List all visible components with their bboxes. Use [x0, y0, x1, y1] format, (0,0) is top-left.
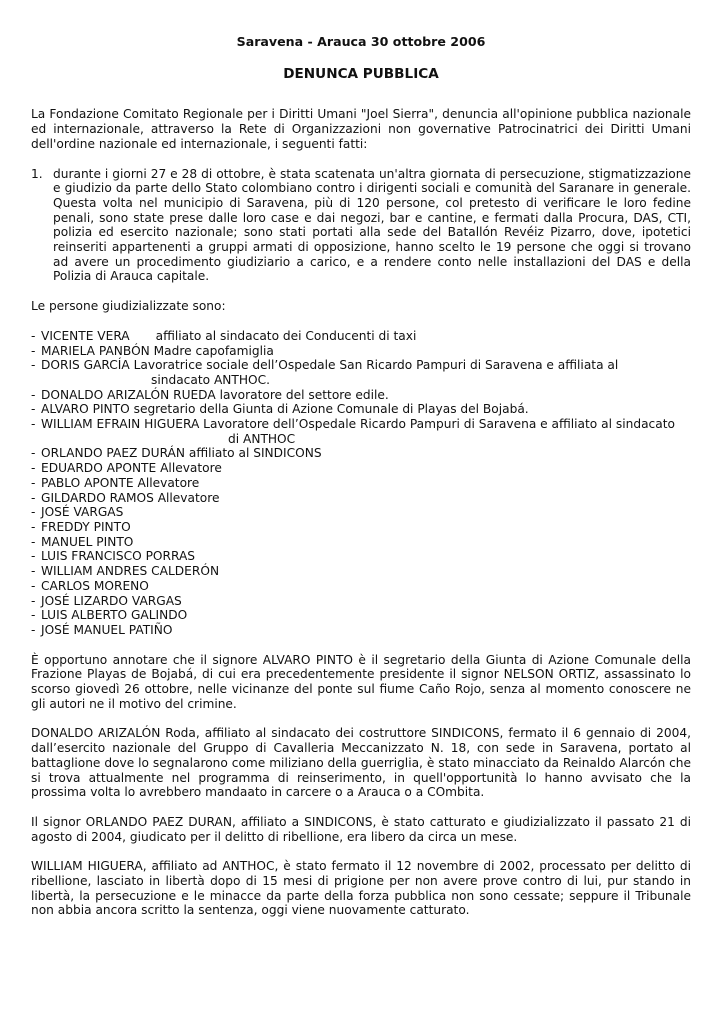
- list-dash: -: [31, 549, 36, 564]
- person-text: [41, 535, 691, 550]
- list-dash: -: [31, 519, 36, 534]
- person-name: LUIS FRANCISCO PORRAS: [41, 549, 196, 564]
- list-dash: -: [31, 534, 36, 549]
- person-name: CARLOS MORENO: [41, 578, 149, 593]
- person-text: [41, 623, 691, 638]
- person-text: [41, 461, 691, 476]
- person-item: [31, 476, 691, 491]
- person-item: [31, 402, 691, 417]
- person-description: lavoratore del settore edile.: [219, 387, 389, 402]
- person-item: [31, 461, 691, 476]
- fact-number: 1.: [31, 166, 43, 181]
- person-description: affiliato al SINDICONS: [188, 446, 322, 461]
- person-name: DONALDO ARIZALÓN RUEDA: [41, 387, 216, 402]
- person-text: [41, 549, 691, 564]
- person-name: EDUARDO APONTE: [41, 461, 157, 476]
- list-dash: -: [31, 622, 36, 637]
- list-dash: -: [31, 417, 36, 432]
- intro-paragraph: La Fondazione Comitato Regionale per i Diritti Umani "Joel Sierra", denuncia all'opinione pubblica nazionale ed internazionale, attraverso la Rete di Organizzazioni non governative Patrocinatrici dei Diritti Umani dell'ordine nazionale ed internazionale, i seguenti fatti:: [31, 107, 691, 151]
- person-description: Madre capofamiglia: [153, 343, 274, 358]
- person-name: JOSÉ VARGAS: [41, 505, 124, 520]
- person-name: MARIELA PANBÓN: [41, 343, 150, 358]
- person-name: JOSÉ MANUEL PATIÑO: [41, 622, 173, 637]
- person-name: DORIS GARCÍA: [41, 358, 130, 373]
- body-paragraph: Il signor ORLANDO PAEZ DURAN, affiliato a SINDICONS, è stato catturato e giudizializzato il passato 21 di agosto di 2004, giudicato per il delitto di ribellione, era libero da circa un mese.: [31, 814, 691, 844]
- list-dash: -: [31, 505, 36, 520]
- person-text: [41, 344, 691, 359]
- person-text: [41, 358, 691, 387]
- list-dash: -: [31, 402, 36, 417]
- list-dash: -: [31, 358, 36, 373]
- body-paragraph: DONALDO ARIZALÓN Roda, affiliato al sindacato dei costruttore SINDICONS, fermato il 6 gennaio di 2004, dall’esercito nazionale del Gruppo di Cavalleria Meccanizzato N. 18, con sede in Saravena, portato al battaglione dove lo segnalarono come miliziano della guerriglia, è stato minacciato da Reinaldo Alarcón che si trova attualmente nel programma di reinserimento, in quell'opportunità lo hanno avvisato che la prossima volta lo avrebbero mandaato in carcere o a Arauca o a COmbita.: [31, 726, 691, 800]
- person-item: [31, 520, 691, 535]
- person-name: VICENTE VERA: [41, 328, 130, 343]
- list-dash: -: [31, 343, 36, 358]
- list-dash: -: [31, 446, 36, 461]
- list-dash: -: [31, 608, 36, 623]
- person-item: [31, 608, 691, 623]
- person-description: Allevatore: [157, 490, 220, 505]
- dateline: Saravena - Arauca 30 ottobre 2006: [236, 34, 486, 49]
- persons-list: [31, 329, 691, 638]
- person-item: [31, 549, 691, 564]
- person-description: Allevatore: [137, 475, 200, 490]
- person-name: FREDDY PINTO: [41, 519, 131, 534]
- person-text: [41, 446, 691, 461]
- person-item: [31, 535, 691, 550]
- list-dash: -: [31, 328, 36, 343]
- body-paragraphs: [31, 653, 691, 919]
- person-text: [41, 564, 691, 579]
- person-item: [31, 623, 691, 638]
- person-name: GILDARDO RAMOS: [41, 490, 154, 505]
- person-description-continued: sindacato ANTHOC.: [151, 372, 270, 387]
- person-name: LUIS ALBERTO GALINDO: [41, 608, 188, 623]
- person-text: [41, 491, 691, 506]
- list-dash: -: [31, 461, 36, 476]
- person-name: MANUEL PINTO: [41, 534, 134, 549]
- body-paragraph: È opportuno annotare che il signore ALVARO PINTO è il segretario della Giunta di Azione Comunale della Frazione Playas de Bojabá, di cui era precedentemente presidente il signor NELSON ORTIZ, assassinato lo scorso giovedì 26 ottobre, nelle vicinanze del ponte sul fiume Caño Rojo, senza al momento conoscere ne gli autori ne il motivo del crimine.: [31, 652, 691, 711]
- person-item: [31, 446, 691, 461]
- person-item: [31, 388, 691, 403]
- person-item: [31, 594, 691, 609]
- fact-item: [31, 167, 691, 285]
- person-item: [31, 417, 691, 446]
- person-name: WILLIAM ANDRES CALDERÓN: [41, 564, 220, 579]
- person-name: ALVARO PINTO: [41, 402, 130, 417]
- list-dash: -: [31, 387, 36, 402]
- person-description: Allevatore: [160, 461, 222, 476]
- person-item: [31, 579, 691, 594]
- person-description: affiliato al sindacato dei Conducenti di taxi: [155, 328, 417, 343]
- person-item: [31, 564, 691, 579]
- person-item: [31, 491, 691, 506]
- person-description: Lavoratrice sociale dell’Ospedale San Ricardo Pampuri di Saravena e affiliata al: [133, 358, 619, 373]
- person-text: [41, 329, 691, 344]
- page-title: DENUNCA PUBBLICA: [283, 65, 439, 82]
- person-description: Lavoratore dell’Ospedale Ricardo Pampuri di Saravena e affiliato al sindacato: [203, 417, 675, 432]
- person-name: JOSÉ LIZARDO VARGAS: [41, 593, 182, 608]
- person-text: [41, 520, 691, 535]
- person-item: [31, 358, 691, 387]
- list-dash: -: [31, 490, 36, 505]
- persons-lead: Le persone giudizializzate sono:: [31, 299, 226, 314]
- person-text: [41, 417, 691, 446]
- list-dash: -: [31, 578, 36, 593]
- person-text: [41, 476, 691, 491]
- person-text: [41, 402, 691, 417]
- person-text: [41, 608, 691, 623]
- person-text: [41, 505, 691, 520]
- fact-text: durante i giorni 27 e 28 di ottobre, è stata scatenata un'altra giornata di persecuzione, stigmatizzazione e giudizio da parte dello Stato colombiano contro i dirigenti sociali e comunità del Saranare in generale. Questa volta nel municipio di Saravena, più di 120 persone, col pretesto di verificare le loro fedine penali, sono state prese dalle loro case e dai negozi, bar e cantine, e fermati dalla Procura, DAS, CTI, polizia ed esercito nazionale; sono stati portati alla sede del Batallón Revéiz Pizarro, dove, ipotetici reinseriti appartenenti a gruppi armati di opposizione, hanno scelto le 19 persone che oggi si trovano ad avere un procedimento giudiziario a carico, e a rendere conto nelle installazioni del DAS e della Polizia di Arauca capitale.: [53, 166, 691, 284]
- person-text: [41, 594, 691, 609]
- person-text: [41, 579, 691, 594]
- facts-list: [31, 167, 691, 285]
- person-item: [31, 329, 691, 344]
- person-name: WILLIAM EFRAIN HIGUERA: [41, 417, 200, 432]
- person-description-continued: di ANTHOC: [228, 431, 296, 446]
- body-paragraph: WILLIAM HIGUERA, affiliato ad ANTHOC, è stato fermato il 12 novembre di 2002, processato per delitto di ribellione, lasciato in libertà dopo di 15 mesi di prigione per non avere prove contro di lui, pur stando in libertà, la persecuzione e le minacce da parte della forza pubblica non sono cessate; seppure il Tribunale non abbia ancora scritto la sentenza, oggi viene nuovamente catturato.: [31, 859, 691, 918]
- list-dash: -: [31, 564, 36, 579]
- list-dash: -: [31, 593, 36, 608]
- person-name: ORLANDO PAEZ DURÁN: [41, 446, 185, 461]
- list-dash: -: [31, 475, 36, 490]
- person-item: [31, 505, 691, 520]
- person-item: [31, 344, 691, 359]
- person-description: segretario della Giunta di Azione Comunale di Playas del Bojabá.: [133, 402, 529, 417]
- person-name: PABLO APONTE: [41, 475, 134, 490]
- person-text: [41, 388, 691, 403]
